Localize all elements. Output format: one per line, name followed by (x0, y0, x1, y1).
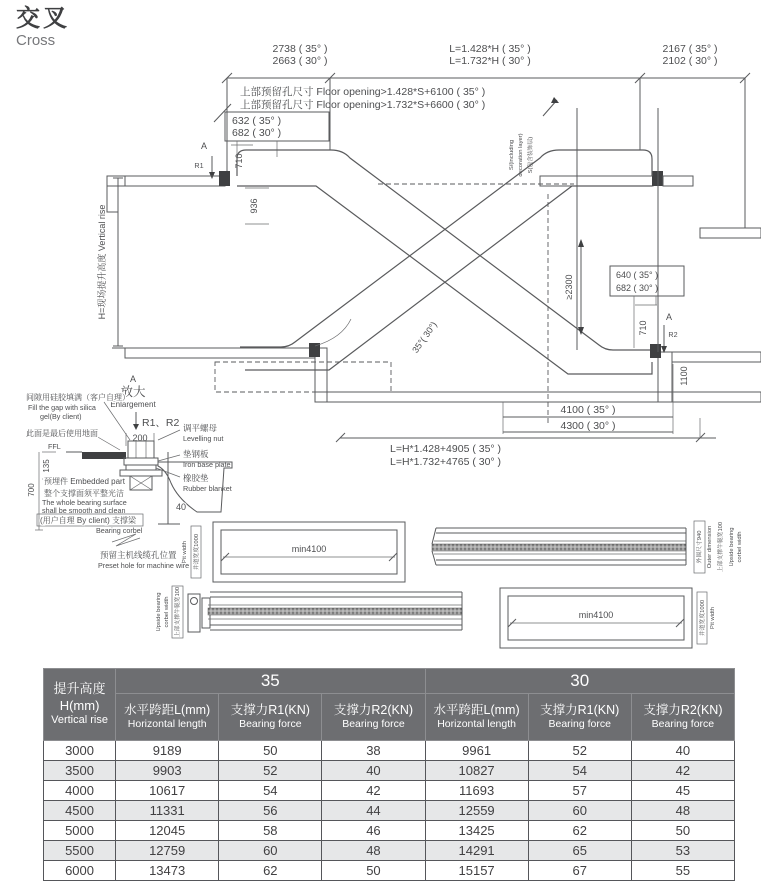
table-cell: 54 (219, 781, 322, 801)
table-cell: 52 (219, 761, 322, 781)
section-marker-a-left: A (200, 141, 208, 151)
base-plate-cn: 垫钢板 (183, 449, 209, 459)
dim-710-right: 710 (638, 320, 648, 336)
dim-1100: 1100 (679, 366, 689, 386)
subheader-r1-30 (528, 694, 631, 741)
table-cell: 10827 (425, 761, 528, 781)
subheader-r1-35 (219, 694, 322, 741)
r1-r2-label: R1、R2 (142, 417, 180, 429)
surface-label-cn: 整个支撑面须平整光洁 (44, 489, 124, 498)
decoration-label-2: decoration layer) (518, 133, 524, 177)
subheader-en: Horizontal length (437, 718, 516, 731)
table-cell: 42 (322, 781, 425, 801)
header-vertical-rise (44, 669, 116, 741)
subheader-r2-30 (631, 694, 734, 741)
table-cell: 15157 (425, 861, 528, 881)
r1-marker: R1 (194, 161, 204, 170)
subheader-span-30 (425, 694, 528, 741)
header-vertical-rise-cn: 提升高度 (53, 681, 106, 697)
subheader-cn: 支撑力R1(KN) (230, 703, 310, 718)
truss-side-bottom (156, 586, 462, 638)
header-group-30: 30 (425, 669, 734, 694)
floor-opening-35: 上部预留孔尺寸 Floor opening>1.428*S+6100 ( 35° ) (240, 86, 486, 98)
embedded-part-label: 预埋件 Embedded part (44, 477, 125, 486)
subheader-cn: 水平跨距L(mm) (433, 703, 520, 718)
pit-width-en-right: Pit width (710, 607, 716, 629)
table-cell: 9189 (116, 741, 219, 761)
subheader-en: Bearing force (342, 718, 405, 731)
table-cell: 44 (322, 801, 425, 821)
subheader-cn: 支撑力R2(KN) (643, 703, 723, 718)
gap-label-en1: Fill the gap with silica (28, 403, 96, 412)
table-cell: 46 (322, 821, 425, 841)
table-row (44, 841, 735, 861)
pit-width-cn-right: 井道宽度1000 (700, 599, 706, 637)
preset-hole-cn: 预留主机线缆孔位置 (100, 550, 177, 560)
dim-640: 640 ( 35° ) (616, 270, 659, 280)
table-cell: 48 (631, 801, 734, 821)
header-vertical-rise-unit: H(mm) (59, 697, 100, 713)
section-marker-a-right: A (665, 312, 673, 322)
table-cell: 57 (528, 781, 631, 801)
table-cell: 42 (631, 761, 734, 781)
pit-plan-bottom (500, 588, 716, 648)
dim-4100: 4100 ( 35° ) (560, 404, 616, 416)
table-row (44, 761, 735, 781)
levelling-nut-cn: 调平螺母 (183, 423, 218, 433)
pit-width-cn-left: 井道宽度1000 (194, 533, 200, 571)
table-row (44, 821, 735, 841)
subheader-en: Horizontal length (127, 718, 207, 731)
gap-label-cn: 间隙用硅胶填满（客户自理） (26, 393, 130, 402)
table-cell: 13425 (425, 821, 528, 841)
table-row (44, 741, 735, 761)
dim-936: 936 (249, 198, 259, 214)
surface-label-en1: The whole bearing surface (42, 498, 127, 507)
dim-682-right: 682 ( 30° ) (616, 283, 659, 293)
table-cell: 65 (528, 841, 631, 861)
table-cell: 45 (631, 781, 734, 801)
title-english: Cross (16, 32, 56, 50)
subheader-r2-35 (322, 694, 425, 741)
header-group-35: 35 (116, 669, 425, 694)
table-cell: 9903 (116, 761, 219, 781)
corbel-width-cn-left: 上部支撑牛腿宽100 (175, 586, 181, 638)
table-cell: 52 (528, 741, 631, 761)
vertical-rise-dim (96, 178, 123, 346)
left-upper-dims (194, 104, 329, 224)
outer-dimension-en: Outer dimension (707, 525, 713, 569)
dim-2102: 2102 ( 30° ) (662, 55, 718, 67)
table-cell: 11693 (425, 781, 528, 801)
corbel-width-en2-left: corbel width (164, 596, 170, 628)
rubber-en: Rubber blanket (183, 484, 232, 493)
formula-30: L=H*1.732+4765 ( 30° ) (390, 456, 502, 468)
dim-40: 40 (176, 502, 187, 512)
table-cell: 4000 (44, 781, 116, 801)
preset-hole-en: Preset hole for machine wire (98, 561, 190, 570)
table-cell: 9961 (425, 741, 528, 761)
outer-dimension-cn: 外围尺寸940 (697, 530, 703, 564)
table-body (44, 741, 735, 881)
page-title (16, 6, 70, 49)
subheader-en: Bearing force (651, 718, 715, 731)
decoration-label-1: S/(including (509, 139, 515, 171)
decoration-label-3: S(包含装饰层) (528, 136, 534, 174)
dim-700: 700 (27, 483, 36, 497)
ffl-label: FFL (48, 442, 61, 451)
r2-marker: R2 (668, 330, 678, 339)
subheader-span-35 (116, 694, 219, 741)
load-table (43, 668, 735, 881)
table-cell: 54 (528, 761, 631, 781)
incline-angle-label: 35°( 30°) (410, 319, 439, 355)
table-cell: 48 (322, 841, 425, 861)
escalator-b (240, 150, 652, 370)
corbel-width-cn-right: 上部支撑牛腿宽100 (718, 521, 724, 573)
table-cell: 4500 (44, 801, 116, 821)
corbel-width-en1-left: Upside bearing (156, 592, 162, 632)
dim-682-left: 682 ( 30° ) (232, 127, 282, 139)
min4100-bottom: min4100 (578, 610, 614, 620)
pit-width-en-left: Pit width (182, 541, 188, 563)
bearing-corbel-en: Bearing corbel (96, 526, 143, 535)
gap-label-en2: gel(By client) (40, 412, 82, 421)
floor-opening-30: 上部预留孔尺寸 Floor opening>1.732*S+6600 ( 30° ) (240, 99, 486, 111)
dim-2663: 2663 ( 30° ) (272, 55, 328, 67)
table-cell: 67 (528, 861, 631, 881)
by-client-label: (用户自理 By client) 支撑梁 (40, 516, 137, 525)
dim-2300: ≥2300 (564, 274, 574, 300)
dim-135: 135 (42, 459, 51, 473)
top-dimension (222, 43, 750, 228)
table-cell: 50 (631, 821, 734, 841)
enlargement-marker: A (129, 374, 137, 384)
table-cell: 62 (219, 861, 322, 881)
table-cell: 6000 (44, 861, 116, 881)
title-chinese: 交叉 (16, 5, 70, 32)
table-cell: 14291 (425, 841, 528, 861)
table-cell: 12559 (425, 801, 528, 821)
formula-35: L=H*1.428+4905 ( 35° ) (390, 443, 502, 455)
dim-710-left: 710 (234, 153, 244, 169)
table-cell: 40 (322, 761, 425, 781)
pit-plan-top (182, 522, 405, 582)
subheader-en: Bearing force (239, 718, 302, 731)
truss-side-top (432, 521, 743, 573)
table-cell: 60 (528, 801, 631, 821)
dim-2167: 2167 ( 35° ) (662, 43, 718, 55)
levelling-nut-en: Levelling nut (183, 434, 224, 443)
right-shaft (509, 97, 689, 386)
table-cell: 62 (528, 821, 631, 841)
table-cell: 11331 (116, 801, 219, 821)
enlargement-en: Enlargement (110, 400, 156, 409)
corbel-width-en2-right: corbel width (737, 531, 743, 563)
table-cell: 40 (631, 741, 734, 761)
table-cell: 50 (219, 741, 322, 761)
subheader-cn: 支撑力R2(KN) (333, 703, 414, 718)
min4100-top: min4100 (291, 544, 327, 554)
table-row (44, 801, 735, 821)
vertical-rise-label: H=现场提升高度 Vertical rise (97, 204, 107, 320)
dim-632: 632 ( 35° ) (232, 115, 282, 127)
subheader-cn: 支撑力R1(KN) (540, 703, 620, 718)
ground-label-cn: 此面是最后使用地面 (26, 429, 98, 438)
table-row (44, 861, 735, 881)
dim-L1428: L=1.428*H ( 35° ) (449, 43, 531, 55)
table-cell: 55 (631, 861, 734, 881)
table-cell: 5000 (44, 821, 116, 841)
enlargement-cn: 放大 (120, 385, 146, 399)
table-header-row-1 (44, 669, 735, 694)
table-cell: 56 (219, 801, 322, 821)
table-row (44, 781, 735, 801)
pit-dimensions (336, 364, 716, 468)
table-cell: 5500 (44, 841, 116, 861)
table-cell: 12045 (116, 821, 219, 841)
table-cell: 13473 (116, 861, 219, 881)
floor-slabs (107, 171, 761, 402)
table-cell: 3500 (44, 761, 116, 781)
table-cell: 60 (219, 841, 322, 861)
base-plate-en: Iron base plate (183, 460, 231, 469)
corbel-width-en1-right: Upside bearing (729, 527, 735, 567)
dim-4300: 4300 ( 30° ) (560, 420, 616, 432)
dim-2738: 2738 ( 35° ) (272, 43, 328, 55)
table-header-row-2 (44, 694, 735, 741)
subheader-cn: 水平跨距L(mm) (124, 703, 211, 718)
subheader-en: Bearing force (548, 718, 611, 731)
table-cell: 10617 (116, 781, 219, 801)
surface-label-en2: shall be smooth and clean (42, 506, 126, 515)
dim-L1732: L=1.732*H ( 30° ) (449, 55, 531, 67)
table-cell: 53 (631, 841, 734, 861)
header-vertical-rise-en: Vertical rise (51, 713, 108, 726)
rubber-cn: 橡胶垫 (183, 473, 209, 483)
table-cell: 38 (322, 741, 425, 761)
table-cell: 3000 (44, 741, 116, 761)
table-cell: 50 (322, 861, 425, 881)
table-cell: 58 (219, 821, 322, 841)
dim-200: 200 (132, 433, 148, 443)
table-cell: 12759 (116, 841, 219, 861)
